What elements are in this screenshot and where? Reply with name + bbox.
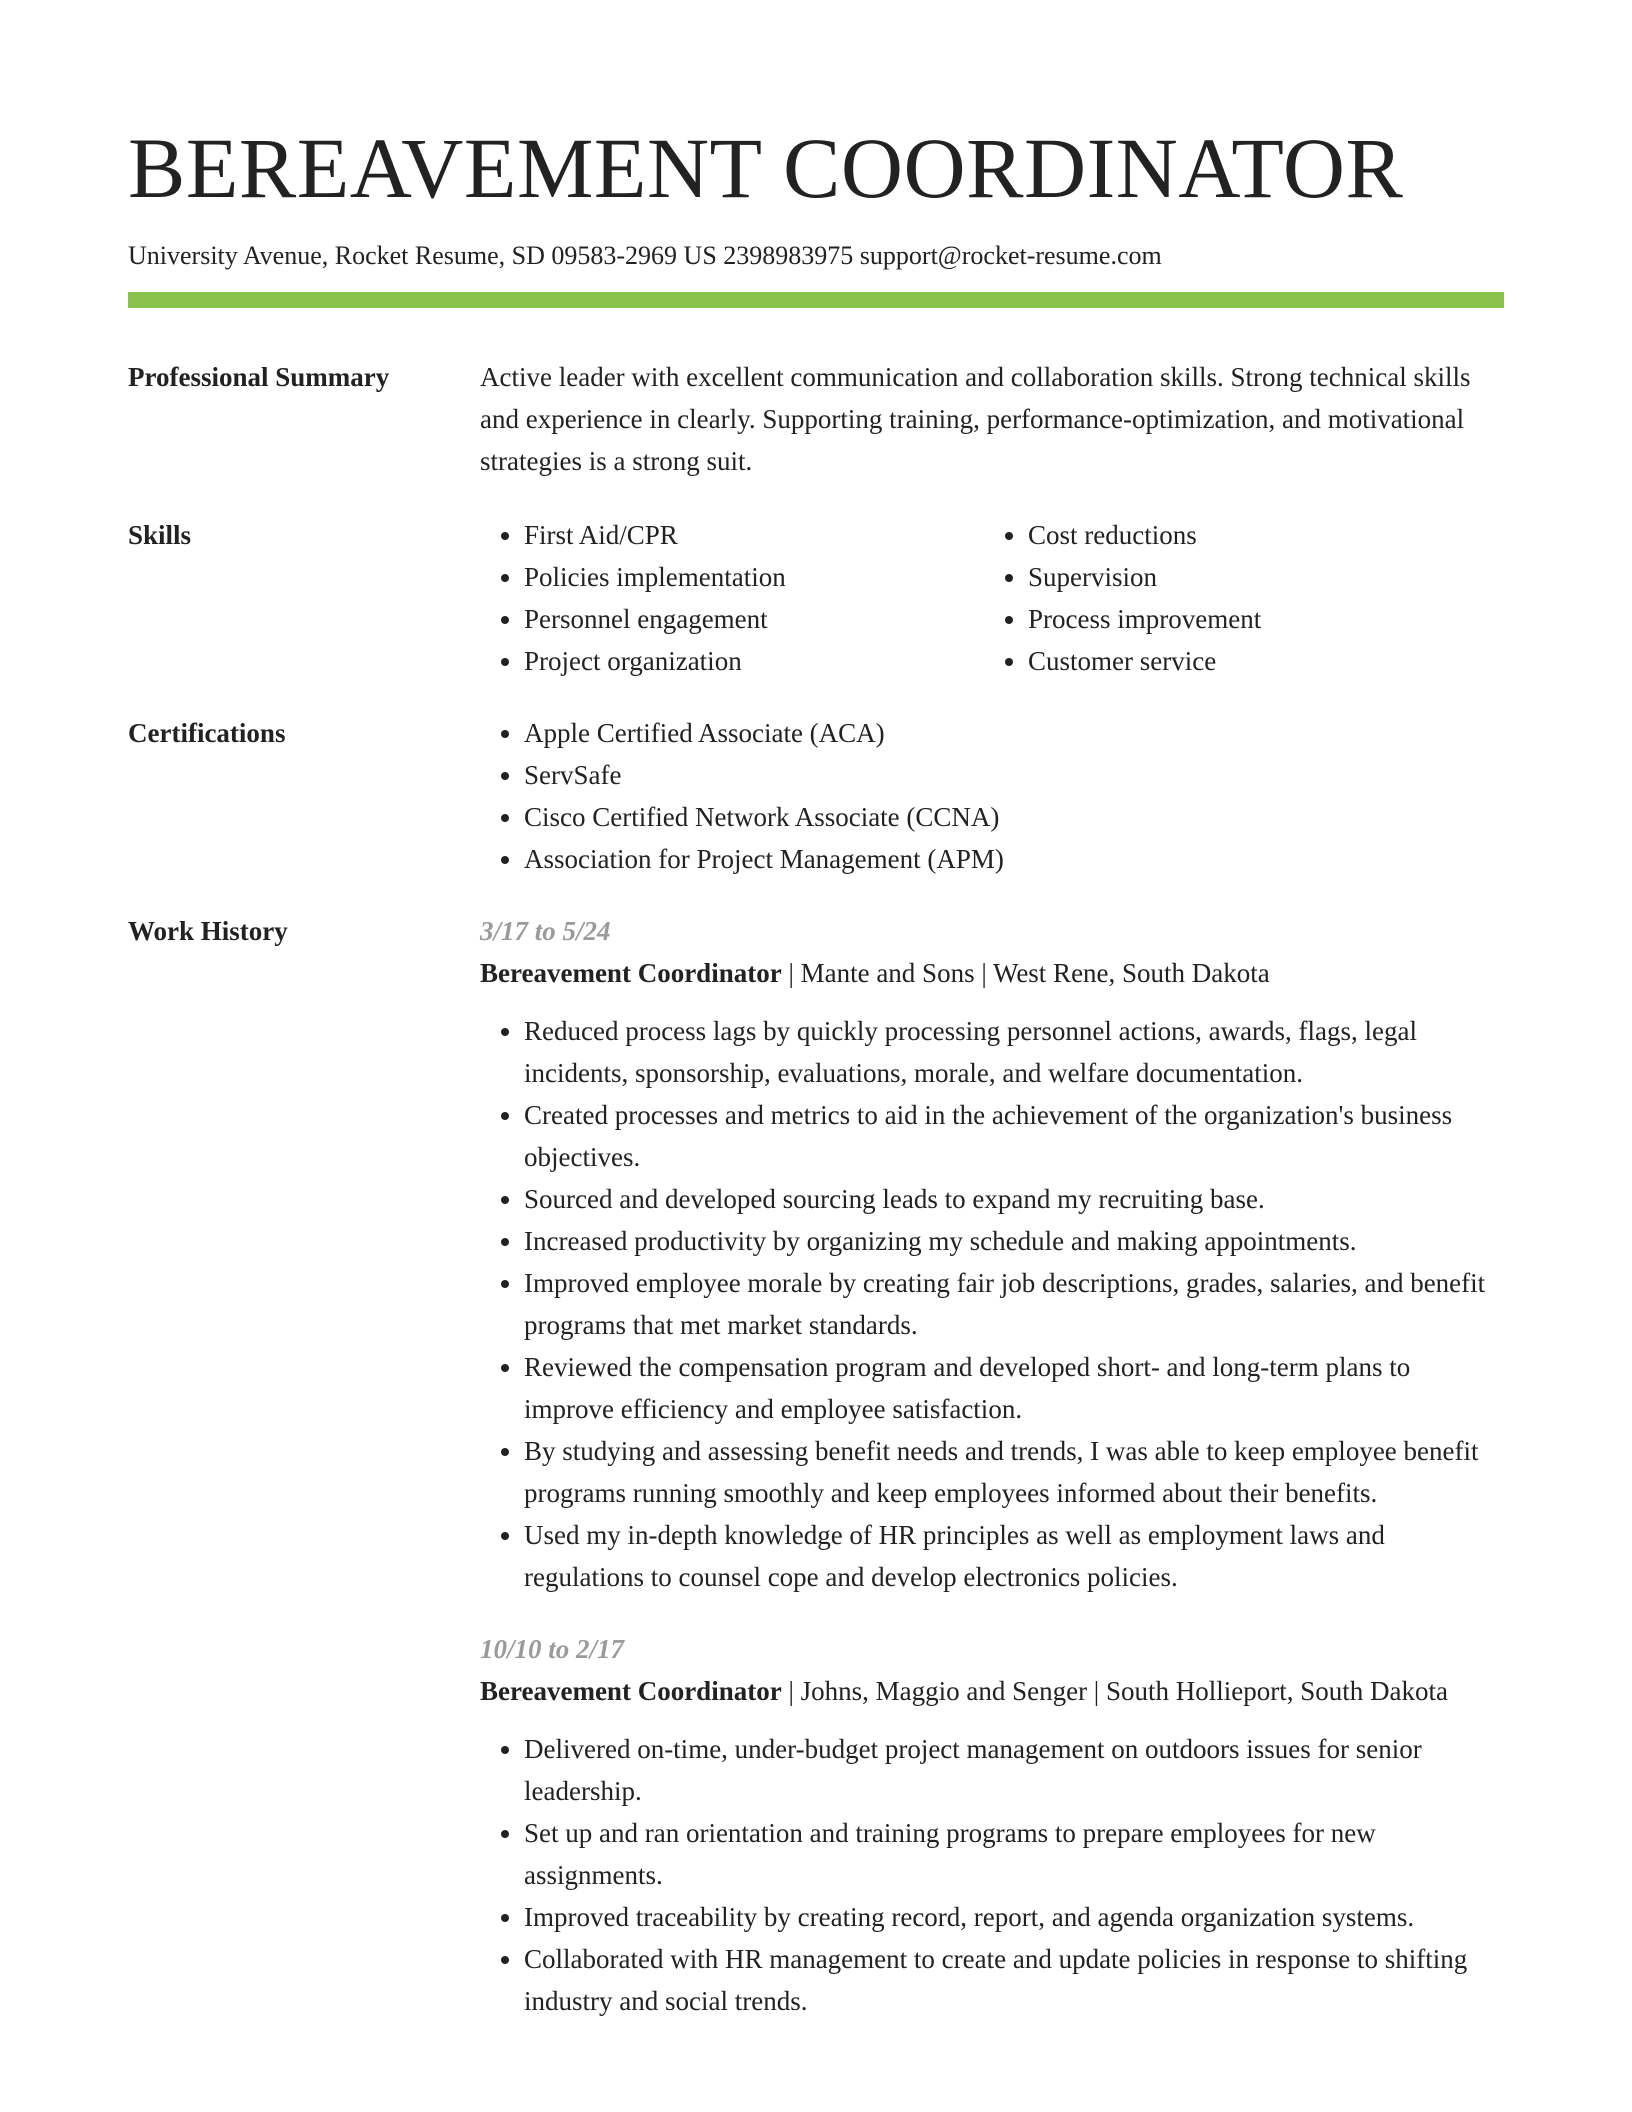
skills-section <box>128 514 1504 682</box>
certifications-heading: Certifications <box>128 718 286 748</box>
job-duty-item: • Improved traceability by creating record, report, and agenda organization systems. <box>524 1896 1504 1938</box>
job-entry <box>480 1628 1504 2022</box>
certification-item: • Association for Project Management (APM) <box>524 838 1504 880</box>
job-header <box>480 952 1504 994</box>
skill-item: • Cost reductions <box>1028 514 1488 556</box>
job-employer-location: | Johns, Maggio and Senger | South Hollieport, South Dakota <box>781 1676 1448 1706</box>
job-employer-location: | Mante and Sons | West Rene, South Dakota <box>781 958 1270 988</box>
job-title: Bereavement Coordinator <box>480 958 782 988</box>
job-duties-list <box>480 1728 1504 2022</box>
job-duty-item: • Delivered on-time, under-budget project management on outdoors issues for senior leadership. <box>524 1728 1504 1812</box>
skill-item: • Policies implementation <box>524 556 984 598</box>
accent-divider <box>128 292 1504 308</box>
job-duty-item: • Increased productivity by organizing my schedule and making appointments. <box>524 1220 1504 1262</box>
job-header <box>480 1670 1504 1712</box>
skill-item: • Project organization <box>524 640 984 682</box>
summary-body <box>480 356 1504 482</box>
summary-text: Active leader with excellent communication and collaboration skills. Strong technical skills and experience in clearly. Supporting training, performance-optimization, and motivational strategies is a strong suit. <box>480 362 1471 476</box>
skill-item: • First Aid/CPR <box>524 514 984 556</box>
job-title: Bereavement Coordinator <box>480 1676 782 1706</box>
certifications-section <box>128 712 1504 880</box>
job-dates: 10/10 to 2/17 <box>480 1634 625 1664</box>
job-entry <box>480 910 1504 1598</box>
job-duty-item: • Reviewed the compensation program and developed short- and long-term plans to improve efficiency and employee satisfaction. <box>524 1346 1504 1430</box>
job-duty-item: • Used my in-depth knowledge of HR principles as well as employment laws and regulations to counsel cope and develop electronics policies. <box>524 1514 1504 1598</box>
job-duty-item: • Sourced and developed sourcing leads to expand my recruiting base. <box>524 1178 1504 1220</box>
job-duty-item: • Reduced process lags by quickly processing personnel actions, awards, flags, legal incidents, sponsorship, evaluations, morale, and welfare documentation. <box>524 1010 1504 1094</box>
skill-item: • Personnel engagement <box>524 598 984 640</box>
work-history-section <box>128 910 1504 2022</box>
contact-line: University Avenue, Rocket Resume, SD 09583-2969 US 2398983975 support@rocket-resume.com <box>128 241 1162 270</box>
skills-list-left <box>480 514 984 682</box>
skills-body <box>480 514 1504 682</box>
summary-section <box>128 356 1504 482</box>
skill-item: • Supervision <box>1028 556 1488 598</box>
job-dates: 3/17 to 5/24 <box>480 916 611 946</box>
certifications-list <box>480 712 1504 880</box>
job-duties-list <box>480 1010 1504 1598</box>
job-duty-item: • Created processes and metrics to aid in the achievement of the organization's business objectives. <box>524 1094 1504 1178</box>
skills-list-right <box>984 514 1488 682</box>
job-duty-item: • Set up and ran orientation and training programs to prepare employees for new assignments. <box>524 1812 1504 1896</box>
certification-item: • Cisco Certified Network Associate (CCNA) <box>524 796 1504 838</box>
resume-page <box>128 0 1504 2022</box>
job-duty-item: • Collaborated with HR management to create and update policies in response to shifting industry and social trends. <box>524 1938 1504 2022</box>
certifications-body <box>480 712 1504 880</box>
skill-item: • Customer service <box>1028 640 1488 682</box>
job-duty-item: • By studying and assessing benefit needs and trends, I was able to keep employee benefit programs running smoothly and keep employees informed about their benefits. <box>524 1430 1504 1514</box>
certification-item: • Apple Certified Associate (ACA) <box>524 712 1504 754</box>
job-duty-item: • Improved employee morale by creating fair job descriptions, grades, salaries, and benefit programs that met market standards. <box>524 1262 1504 1346</box>
work-history-heading: Work History <box>128 916 288 946</box>
resume-title: BEREAVEMENT COORDINATOR <box>128 120 1404 216</box>
skill-item: • Process improvement <box>1028 598 1488 640</box>
work-history-body <box>480 910 1504 2022</box>
summary-heading: Professional Summary <box>128 362 390 392</box>
certification-item: • ServSafe <box>524 754 1504 796</box>
skills-heading: Skills <box>128 520 192 550</box>
